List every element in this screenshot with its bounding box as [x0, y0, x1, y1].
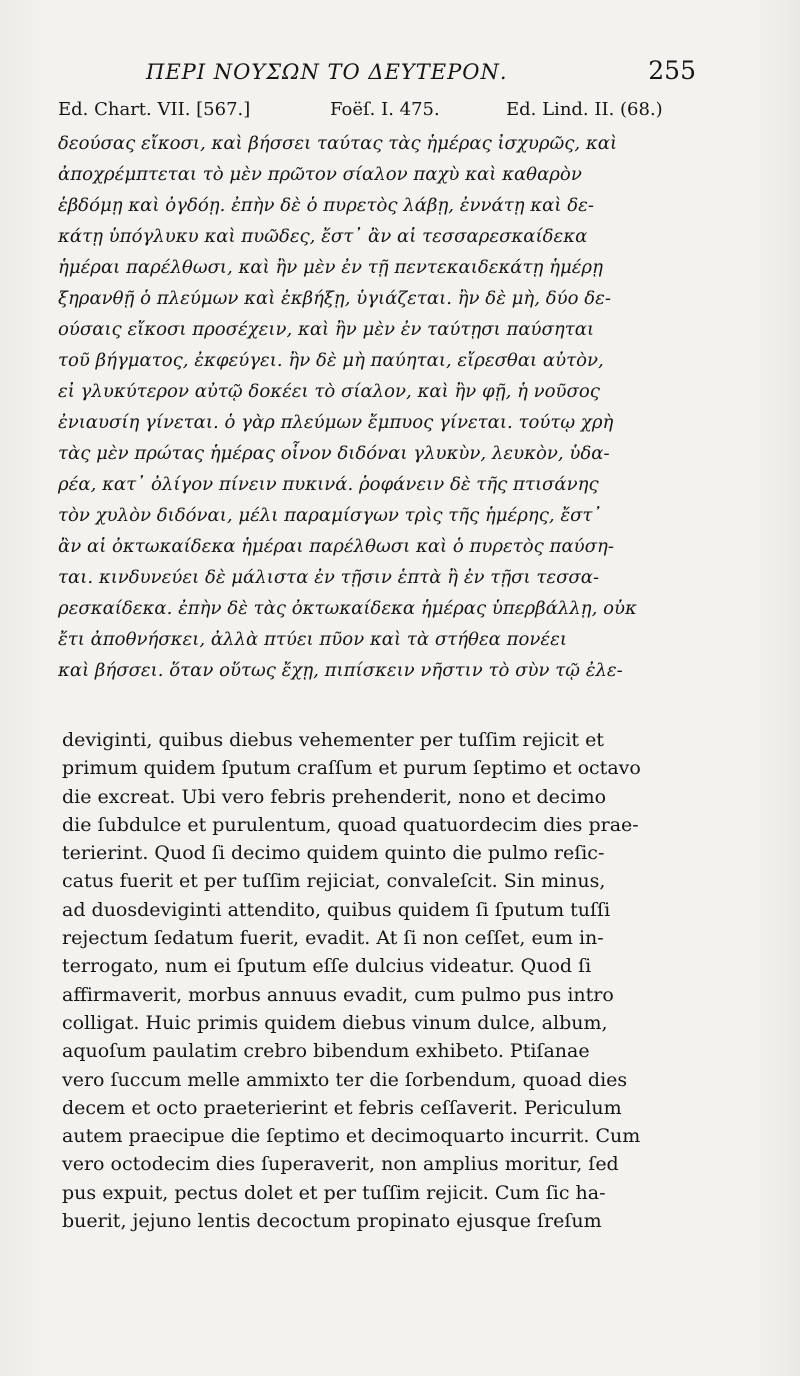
- greek-text: [58, 128, 700, 686]
- greek-line: τὰς μὲν πρώτας ἡμέρας οἶνον διδόναι γλυκὺν, λευκὸν, ὑδα-: [58, 443, 610, 464]
- latin-line: vero ſuccum melle ammixto ter die ſorbendum, quoad dies: [62, 1068, 628, 1091]
- greek-line: ἡμέραι παρέλθωσι, καὶ ἢν μὲν ἐν τῇ πεντεκαιδεκάτῃ ἡμέρῃ: [58, 257, 603, 278]
- greek-line: ἐνιαυσίη γίνεται. ὁ γὰρ πλεύμων ἔμπυος γίνεται. τούτῳ χρὴ: [58, 412, 614, 433]
- latin-line: die excreat. Ubi vero febris prehenderit, nono et decimo: [62, 785, 607, 808]
- greek-line: τὸν χυλὸν διδόναι, μέλι παραμίσγων τρὶς τῆς ἡμέρης, ἔστ᾽: [58, 505, 602, 526]
- greek-line: εἰ γλυκύτερον αὐτῷ δοκέει τὸ σίαλον, καὶ ἢν φῇ, ἡ νοῦσος: [58, 381, 600, 402]
- foes-reference: Foëſ. I. 475.: [330, 99, 440, 120]
- page-number: 255: [648, 56, 696, 85]
- greek-line: τοῦ βήγματος, ἐκφεύγει. ἢν δὲ μὴ παύηται, εἴρεσθαι αὐτὸν,: [58, 350, 604, 371]
- greek-line: ξηρανθῇ ὁ πλεύμων καὶ ἐκβήξῃ, ὑγιάζεται. ἢν δὲ μὴ, δύο δε-: [58, 288, 612, 309]
- latin-line: terrogato, num ei ſputum eſſe dulcius videatur. Quod ſi: [62, 955, 592, 978]
- latin-translation: [62, 726, 702, 1235]
- lind-edition-reference: Ed. Lind. II. (68.): [506, 99, 663, 120]
- latin-line: colligat. Huic primis quidem diebus vinum dulce, album,: [62, 1011, 608, 1034]
- running-title: ΠΕΡΙ ΝΟΥΣΩΝ ΤΟ ΔΕΥΤΕΡΟΝ.: [146, 60, 508, 84]
- latin-line: aquoſum paulatim crebro bibendum exhibeto. Ptiſanae: [62, 1040, 590, 1063]
- greek-line: δεούσας εἴκοσι, καὶ βήσσει ταύτας τὰς ἡμέρας ἰσχυρῶς, καὶ: [58, 133, 618, 154]
- greek-line: ἔτι ἀποθνήσκει, ἀλλὰ πτύει πῦον καὶ τὰ στήθεα πονέει: [58, 629, 567, 650]
- greek-line: ρεσκαίδεκα. ἐπὴν δὲ τὰς ὀκτωκαίδεκα ἡμέρας ὑπερβάλλῃ, οὐκ: [58, 598, 637, 619]
- greek-line: ούσαις εἴκοσι προσέχειν, καὶ ἢν μὲν ἐν ταύτῃσι παύσηται: [58, 319, 595, 340]
- latin-line: affirmaverit, morbus annuus evadit, cum pulmo pus intro: [62, 983, 614, 1006]
- latin-line: deviginti, quibus diebus vehementer per tuſſim rejicit et: [62, 729, 604, 751]
- latin-line: terierint. Quod ſi decimo quidem quinto die pulmo reſic-: [62, 842, 605, 865]
- latin-line: ad duosdeviginti attendito, quibus quidem ſi ſputum tuſſi: [62, 898, 611, 921]
- page-header: [146, 56, 696, 92]
- chart-edition-reference: Ed. Chart. VII. [567.]: [58, 99, 251, 120]
- latin-line: autem praecipue die ſeptimo et decimoquarto incurrit. Cum: [62, 1125, 641, 1148]
- latin-line: decem et octo praeterierint et febris ceſſaverit. Periculum: [62, 1096, 622, 1119]
- latin-line: vero octodecim dies ſuperaverit, non amplius moritur, ſed: [62, 1153, 619, 1176]
- greek-line: ται. κινδυνεύει δὲ μάλιστα ἐν τῇσιν ἑπτὰ ἢ ἐν τῇσι τεσσα-: [58, 567, 600, 588]
- latin-line: primum quidem ſputum craſſum et purum ſeptimo et octavo: [62, 757, 641, 780]
- latin-line: pus expuit, pectus dolet et per tuſſim rejicit. Cum ſic ha-: [62, 1181, 606, 1204]
- greek-line: κάτῃ ὑπόγλυκυ καὶ πυῶδες, ἔστ᾽ ἂν αἱ τεσσαρεσκαίδεκα: [58, 226, 588, 247]
- latin-line: rejectum ſedatum fuerit, evadit. At ſi non ceſſet, eum in-: [62, 927, 604, 950]
- greek-line: ρέα, κατ᾽ ὀλίγον πίνειν πυκινά. ῥοφάνειν δὲ τῆς πτισάνης: [58, 474, 599, 495]
- greek-line: καὶ βήσσει. ὅταν οὕτως ἔχῃ, πιπίσκειν νῆστιν τὸ σὺν τῷ ἐλε-: [58, 660, 623, 681]
- latin-line: die ſubdulce et purulentum, quoad quatuordecim dies prae-: [62, 813, 639, 836]
- latin-line: catus fuerit et per tuſſim rejiciat, convaleſcit. Sin minus,: [62, 870, 606, 893]
- latin-line: buerit, jejuno lentis decoctum propinato ejusque ſreſum: [62, 1210, 602, 1233]
- greek-line: ἑβδόμῃ καὶ ὀγδόῃ. ἐπὴν δὲ ὁ πυρετὸς λάβῃ, ἐννάτῃ καὶ δε-: [58, 195, 594, 216]
- greek-line: ἀποχρέμπτεται τὸ μὲν πρῶτον σίαλον παχὺ καὶ καθαρὸν: [58, 164, 582, 185]
- greek-line: ἂν αἱ ὀκτωκαίδεκα ἡμέραι παρέλθωσι καὶ ὁ πυρετὸς παύση-: [58, 536, 614, 557]
